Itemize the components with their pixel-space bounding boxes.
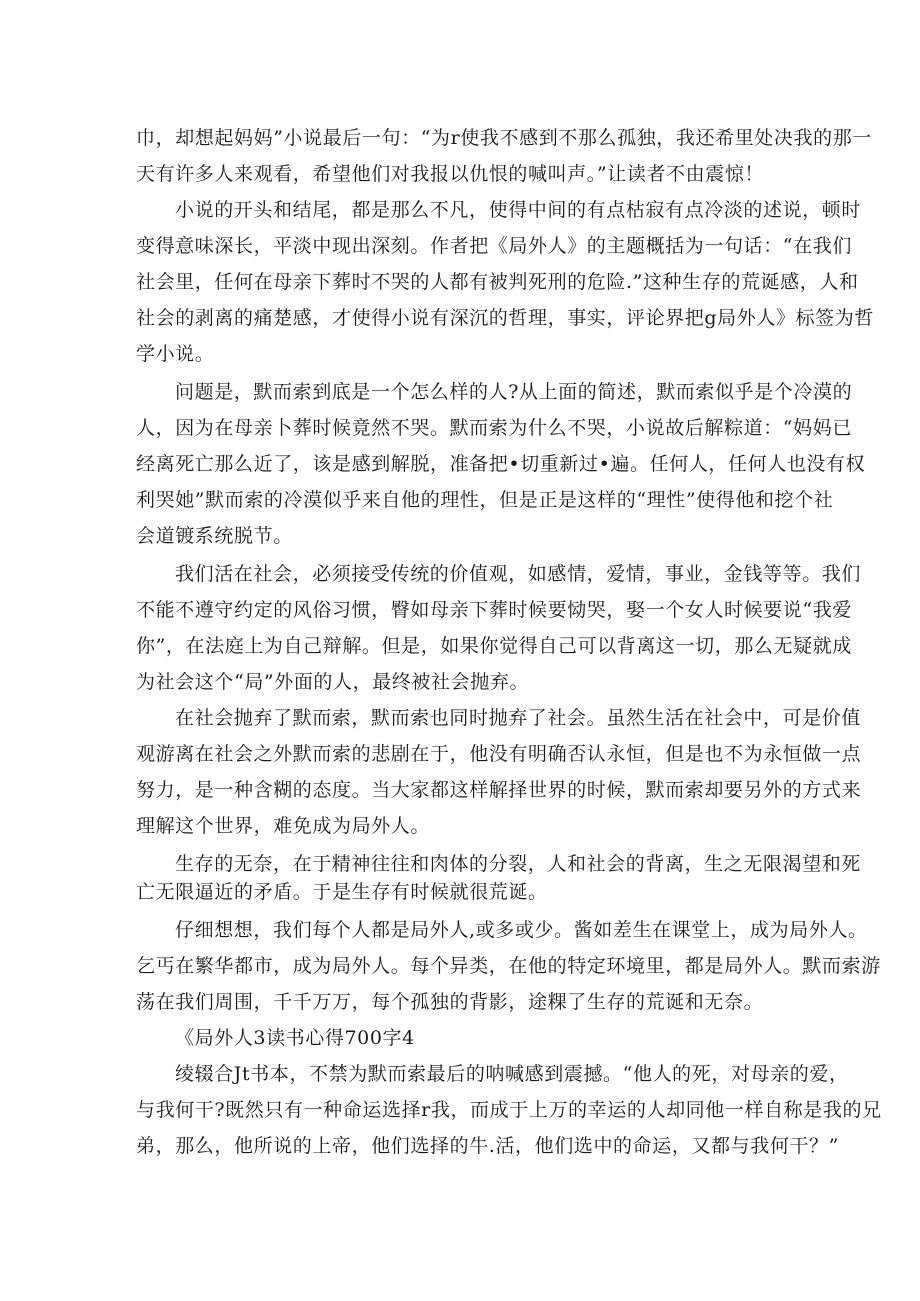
text-line: 利哭她”默而索的冷漠似乎来自他的理性，但是正是这样的“理性”使得他和挖个社	[136, 489, 834, 511]
text-line: 我们活在社会，必须接受传统的价值观，如感情，爱情，事业，金钱等等。我们	[175, 563, 862, 585]
text-line: 不能不遵守约定的风俗习惯，臀如母亲下葬时候要恸哭，娶一个女人时候要说“我爱	[136, 599, 852, 621]
text-line: 在社会抛弃了默而索，默而索也同时抛弃了社会。虽然生活在社会中，可是价值	[175, 707, 862, 729]
text-line: 亡无限逼近的矛盾。于是生存有时候就很荒诞。	[136, 881, 548, 903]
text-line: 会道镀系统脱节。	[136, 525, 293, 547]
text-line: 与我何干?既然只有一种命运选择r我，而成于上万的幸运的人却同他一样自称是我的兄	[136, 1099, 882, 1121]
text-line: 经离死亡那么近了，该是感到解脱，准备把•切重新过•遍。任何人，任何人也没有权	[136, 453, 866, 475]
text-line: 学小说。	[136, 343, 215, 365]
text-line: 绫辍合Jt书本，不禁为默而索最后的呐喊感到震撼。“他人的死，对母亲的爱，	[175, 1063, 849, 1085]
text-line: 为社会这个“局”外面的人，最终被社会抛弃。	[136, 671, 530, 693]
text-line: 巾，却想起妈妈”小说最后一句：“为r使我不感到不那么孤独，我还希里处决我的那一	[136, 127, 872, 149]
text-line: 问题是，默而索到底是一个怎么样的人?从上面的简述，默而索似乎是个冷漠的	[175, 381, 853, 403]
text-line: 荡在我们周围，千千万万，每个孤独的背影，途粿了生存的荒诞和无奈。	[136, 991, 764, 1013]
text-line: 仔细想想，我们每个人都是局外人,或多或少。酱如差生在课堂上，成为局外人。	[175, 919, 868, 941]
text-line: 小说的开头和结尾，都是那么不凡，使得中间的有点枯寂有点冷淡的述说，顿时	[175, 199, 862, 221]
text-line: 观游离在社会之外默而索的悲剧在于，他没有明确否认永恒，但是也不为永恒做一点	[136, 743, 862, 765]
text-line: 努力，是一种含糊的态度。当大家都这样解择世界的时候，默而索却要另外的方式来	[136, 779, 862, 801]
text-line: 天有许多人来观看，希望他们对我报以仇恨的喊叫声。”让读者不由震惊！	[136, 163, 765, 185]
text-line: 变得意味深长，平淡中现出深刻。作者把《局外人》的主题概括为一句话：“在我们	[136, 235, 852, 257]
text-line: 人，因为在母亲卜葬时候竟然不哭。默而索为什么不哭，小说故后解粽道：“妈妈已	[136, 417, 852, 439]
section-heading: 《局外人3读书心得700字4	[175, 1027, 415, 1049]
text-line: 理解这个世界，难免成为局外人。	[136, 815, 431, 837]
text-line: 生存的无奈，在于精神往往和肉体的分裂，人和社会的背离，生之无限渴望和死	[175, 853, 862, 875]
text-line: 你”，在法庭上为自己辩解。但是，如果你觉得自己可以背离这一切，那么无疑就成	[136, 635, 852, 657]
text-line: 乞丐在繁华都市，成为局外人。每个异类，在他的特定环境里，都是局外人。默而索游	[136, 955, 881, 977]
text-line: 社会的剥离的痛楚感，才使得小说有深沉的哲理，事实，评论界把g局外人》标签为哲	[136, 307, 874, 329]
text-line: 弟，那么，他所说的上帝，他们选择的牛.活，他们选中的命运，又都与我何干？”	[136, 1135, 839, 1157]
text-line: 社会里，任何在母亲下葬时不哭的人都有被判死刑的危险.”这种生存的荒诞感，人和	[136, 271, 859, 293]
